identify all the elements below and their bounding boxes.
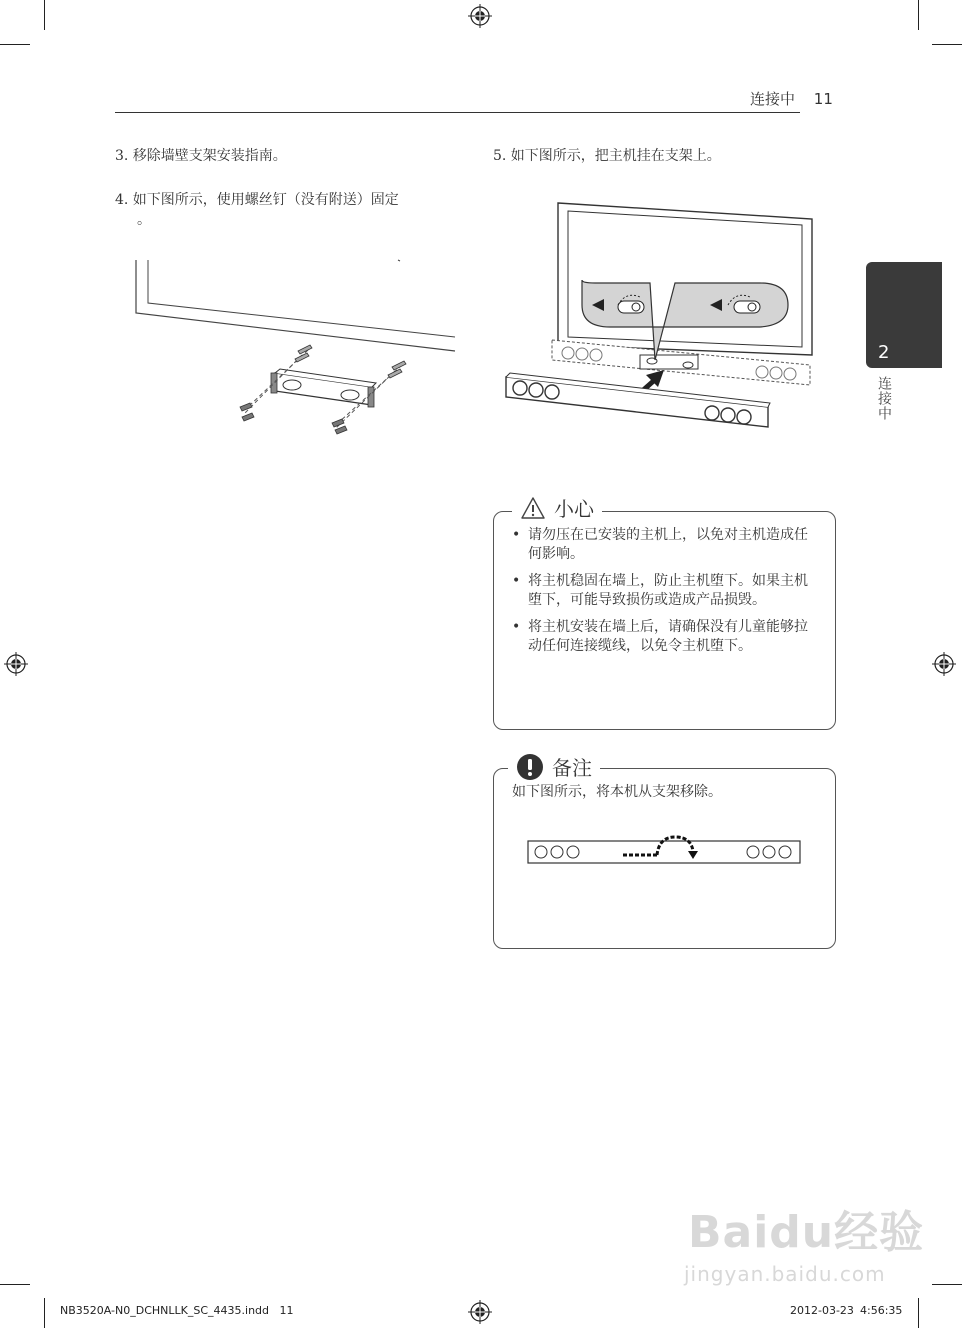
caution-item: • 将主机安装在墙上后，请确保没有儿童能够拉动任何连接缆线，以免令主机堕下。 [512, 618, 820, 656]
header-rule [115, 112, 800, 113]
caution-title-group [512, 493, 602, 522]
running-header [750, 88, 833, 109]
crop-mark [44, 0, 45, 30]
step-4-line1: 4. 如下图所示，使用螺丝钉（没有附送）固定 [115, 192, 399, 208]
caution-item: • 将主机稳固在墙上，防止主机堕下。如果主机堕下，可能导致损伤或造成产品损毁。 [512, 572, 820, 610]
crop-mark [932, 1284, 962, 1285]
soundbar-remove-illustration [527, 833, 802, 867]
crop-mark [932, 44, 962, 45]
bracket-screws-illustration [130, 255, 460, 435]
note-box [493, 768, 836, 949]
footer-date: 2012-03-23 [790, 1304, 854, 1317]
registration-mark-icon [4, 652, 28, 676]
caution-title: 小心 [554, 497, 594, 521]
header-section: 连接中 [750, 90, 796, 108]
registration-mark-icon [468, 1300, 492, 1324]
note-title: 备注 [552, 756, 592, 780]
crop-mark [918, 0, 919, 30]
caution-list [512, 526, 820, 664]
crop-mark [0, 1284, 30, 1285]
crop-mark [0, 44, 30, 45]
step-5: 5. 如下图所示，把主机挂在支架上。 [493, 148, 721, 164]
note-text: 如下图所示，将本机从支架移除。 [512, 784, 722, 800]
mount-soundbar-illustration [500, 195, 820, 435]
step-4-line2: 。 [137, 212, 151, 228]
step-3: 3. 移除墙壁支架安装指南。 [115, 148, 287, 164]
chapter-number: 2 [878, 342, 890, 363]
registration-mark-icon [932, 652, 956, 676]
footer-file: NB3520A-N0_DCHNLLK_SC_4435.indd 11 [60, 1304, 294, 1317]
note-title-group [508, 752, 600, 781]
footer-time: 4:56:35 [860, 1304, 903, 1317]
caution-item: • 请勿压在已安装的主机上，以免对主机造成任何影响。 [512, 526, 820, 564]
registration-mark-icon [468, 4, 492, 28]
page-number: 11 [813, 90, 833, 108]
crop-mark [44, 1298, 45, 1328]
watermark-brand: Baidu经验 [688, 1207, 925, 1258]
crop-mark [918, 1298, 919, 1328]
note-exclamation-icon [516, 753, 544, 781]
chapter-label: 连接中 [876, 376, 892, 421]
watermark-url: jingyan.baidu.com [684, 1262, 886, 1286]
caution-triangle-icon [520, 496, 546, 520]
caution-box [493, 511, 836, 730]
